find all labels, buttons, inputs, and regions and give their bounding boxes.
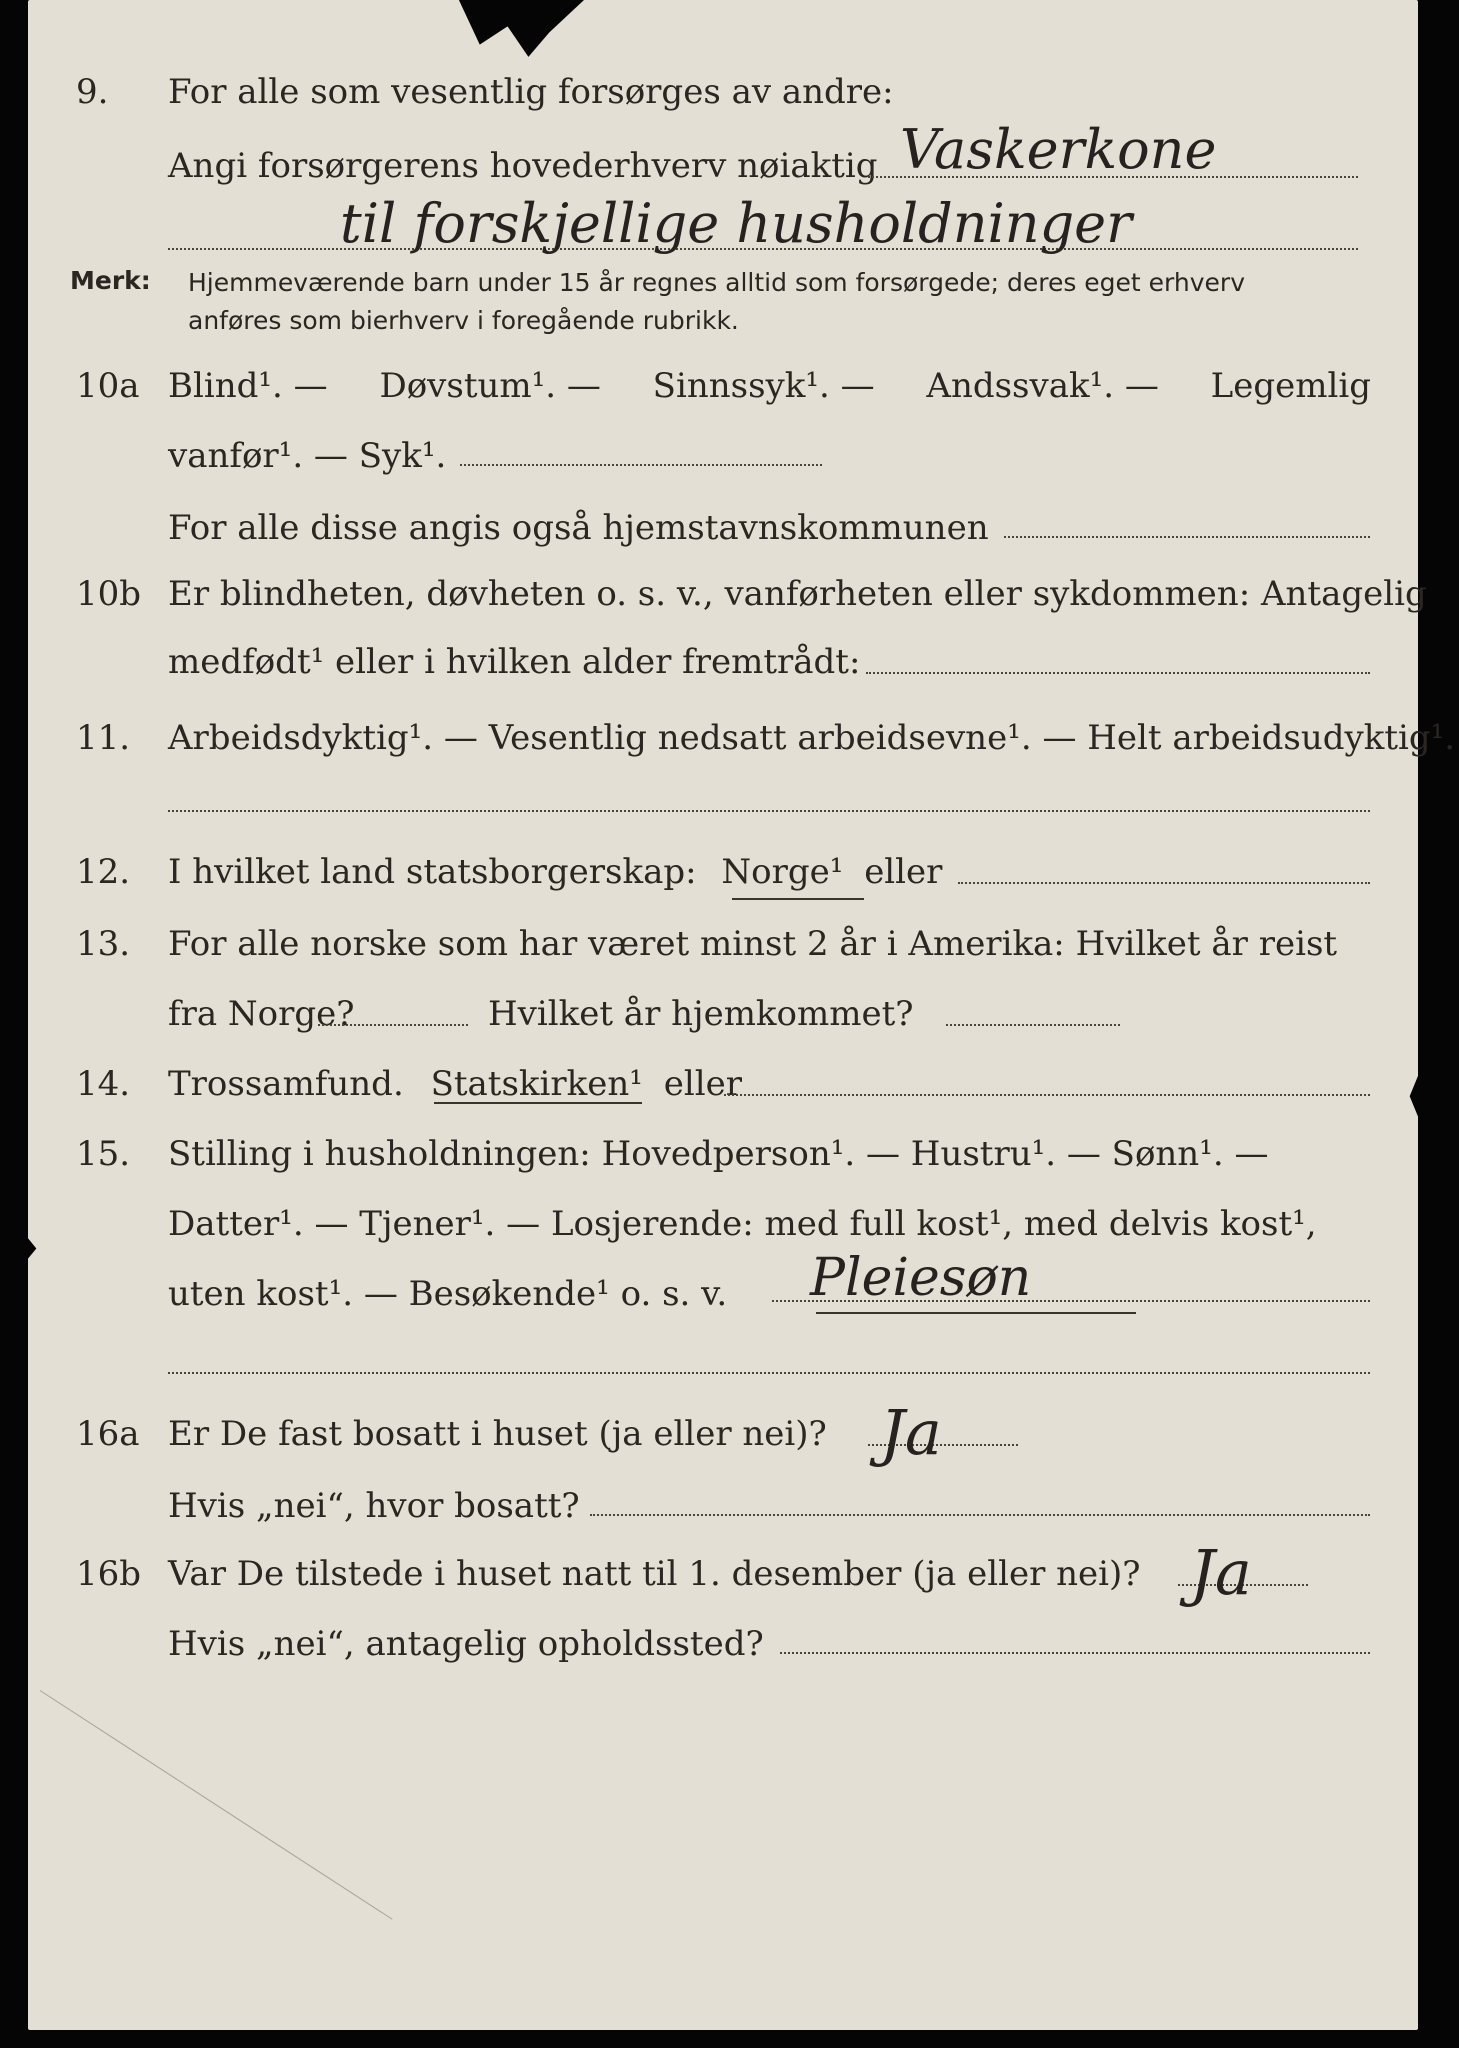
q14-answer-line (724, 1094, 1370, 1096)
q10b-line-1: Er blindheten, døvheten o. s. v., vanførheten eller sykdommen: Antagelig (168, 574, 1427, 614)
q9-line-1: For alle som vesentlig forsørges av andre: (168, 72, 894, 112)
q10a-line-3: For alle disse angis også hjemstavnskommunen (168, 508, 989, 548)
q16a-line-2: Hvis „nei“, hvor bosatt? (168, 1486, 580, 1526)
q12-prefix: I hvilket land statsborgerskap: (168, 852, 697, 892)
q12-answer-line (958, 882, 1370, 884)
q11-answer-line (168, 810, 1370, 812)
q9-handwritten-answer-1: Vaskerkone (900, 118, 1217, 181)
q10b-line-2: medfødt¹ eller i hvilken alder fremtrådt: (168, 642, 861, 682)
merk-line-1: Hjemmeværende barn under 15 år regnes alltid som forsørgede; deres eget erhverv (188, 268, 1245, 297)
q13-line-2b: Hvilket år hjemkommet? (488, 994, 914, 1034)
q16a-number: 16a (76, 1414, 140, 1454)
q12-norge-underline (732, 898, 864, 900)
q16b-opholdssted-line (780, 1652, 1370, 1654)
q13-line-2a: fra Norge? (168, 994, 355, 1034)
q14-statskirken: Statskirken¹ (430, 1064, 643, 1104)
q16a-handwritten-answer: Ja (880, 1396, 942, 1469)
q13-hjemkommet-line (946, 1024, 1120, 1026)
q16a-line-1: Er De fast bosatt i huset (ja eller nei)? (168, 1414, 827, 1454)
q10a-andssvak: Andssvak¹. — (926, 366, 1159, 406)
q10a-dovstum: Døvstum¹. — (379, 366, 601, 406)
merk-line-2: anføres som bierhverv i foregående rubrikk. (188, 306, 739, 335)
q12-number: 12. (76, 852, 131, 892)
q10a-kommune-line (1004, 536, 1370, 538)
q15-line-1: Stilling i husholdningen: Hovedperson¹. — Hustru¹. — Sønn¹. — (168, 1134, 1269, 1174)
q14-statskirken-underline (434, 1102, 642, 1104)
q16b-handwritten-answer: Ja (1190, 1536, 1252, 1609)
q10a-syk-line (460, 464, 822, 466)
q10a-legemlig: Legemlig (1210, 366, 1371, 406)
q16b-line-1: Var De tilstede i huset natt til 1. desember (ja eller nei)? (168, 1554, 1141, 1594)
q15-number: 15. (76, 1134, 131, 1174)
q14-suffix: eller (663, 1064, 742, 1104)
q9-number: 9. (76, 72, 109, 112)
q16b-number: 16b (76, 1554, 142, 1594)
q11-number: 11. (76, 718, 131, 758)
q14-prefix: Trossamfund. (168, 1064, 404, 1104)
q10a-sinnssyk: Sinnssyk¹. — (652, 366, 875, 406)
q10a-line-2: vanfør¹. — Syk¹. (168, 436, 447, 476)
q15-extra-line (168, 1372, 1370, 1374)
q12-norge: Norge¹ (721, 852, 844, 892)
q15-line-2: Datter¹. — Tjener¹. — Losjerende: med full kost¹, med delvis kost¹, (168, 1204, 1317, 1244)
q13-line-1: For alle norske som har været minst 2 år i Amerika: Hvilket år reist (168, 924, 1338, 964)
q13-number: 13. (76, 924, 131, 964)
q11-line-1: Arbeidsdyktig¹. — Vesentlig nedsatt arbeidsevne¹. — Helt arbeidsudyktig¹. (168, 718, 1456, 758)
q10b-number: 10b (76, 574, 142, 614)
q13-reist-line (318, 1024, 468, 1026)
q10b-alder-line (866, 672, 1370, 674)
q9-handwritten-answer-2: til forskjellige husholdninger (340, 192, 1132, 255)
q16b-line-2: Hvis „nei“, antagelig opholdssted? (168, 1624, 764, 1664)
q14-text (168, 1064, 742, 1104)
q10a-number: 10a (76, 366, 140, 406)
q12-suffix: eller (864, 852, 943, 892)
q10a-blind: Blind¹. — (168, 366, 328, 406)
q14-number: 14. (76, 1064, 131, 1104)
merk-label: Merk: (70, 266, 151, 295)
q15-answer-underline (816, 1312, 1136, 1314)
q16a-bosatt-line (590, 1514, 1370, 1516)
q9-line-2: Angi forsørgerens hovederhverv nøiaktig (168, 146, 878, 186)
q12-text (168, 852, 942, 892)
q10a-line-1 (168, 366, 1371, 406)
q15-handwritten-answer: Pleiesøn (810, 1248, 1032, 1308)
q15-line-3: uten kost¹. — Besøkende¹ o. s. v. (168, 1274, 728, 1314)
